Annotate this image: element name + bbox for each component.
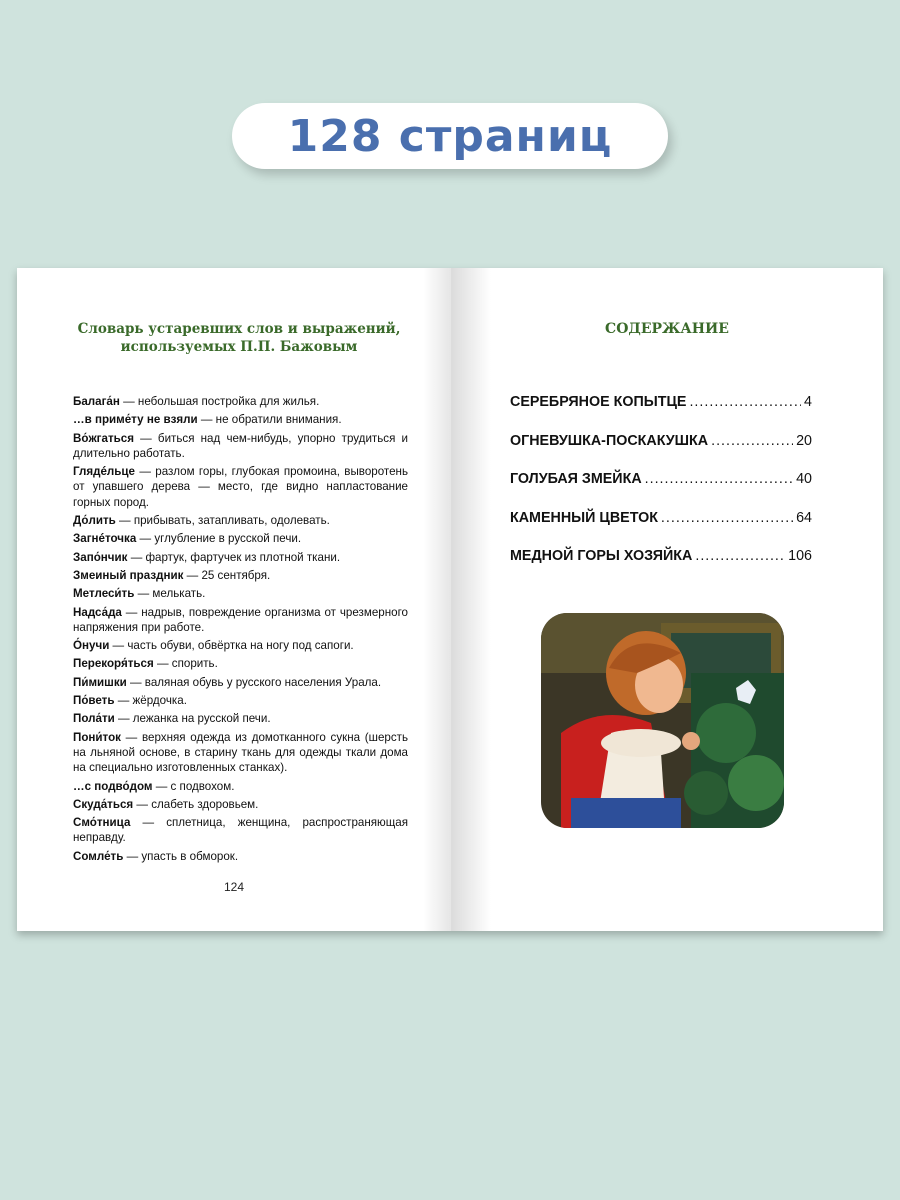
contents-item-page: 20 [796,432,812,449]
glossary-term: Сомле́ть [73,849,124,863]
glossary-entry [73,586,408,601]
glossary-entry [73,568,408,583]
contents-item-page: 106 [788,548,812,564]
glossary-definition: — прибывать, затапливать, одолевать. [115,514,330,528]
contents-leader-dots [695,548,785,564]
contents-item-page: 4 [804,394,812,410]
left-page [17,268,451,931]
glossary-entry [73,638,408,653]
glossary-entry [73,550,408,565]
glossary-term: Скуда́ться [73,797,134,811]
contents-item-title: ОГНЕВУШКА-ПОСКАКУШКА [510,432,709,449]
contents-leader-dots [711,433,793,449]
open-book [17,268,883,931]
glossary-definition: — углубление в русской печи. [136,532,302,546]
glossary-definition: — часть обуви, обвёртка на ногу под сапоги. [109,639,354,653]
glossary-term: …в приме́ту не взяли [73,413,198,427]
glossary-term: Надса́да [73,605,122,619]
glossary-definition: — с подвохом. [152,779,235,793]
page-count-banner [232,103,668,169]
glossary-entry [73,513,408,528]
glossary-term: До́лить [73,514,116,528]
glossary-term: Во́жгаться [73,431,134,445]
contents-item-page: 64 [796,509,812,526]
glossary-entry [73,711,408,726]
glossary-title [57,320,421,356]
glossary-term: Балага́н [73,395,120,408]
page-count-label: 128 страниц [287,110,613,162]
glossary-definition: — валяная обувь у русского населения Урала. [126,675,382,689]
gutter-shadow-right [451,268,491,931]
glossary-definition: — верхняя одежда из домотканного сукна (шерсть на льняной основе, в старину ткань для одежды ткали дома на специально изготовленных станках). [73,730,408,775]
contents-item-title: МЕДНОЙ ГОРЫ ХОЗЯЙКА [510,548,693,564]
glossary-title-line2: используемых П.П. Бажовым [120,339,358,355]
glossary-definition: — слабеть здоровьем. [133,797,259,811]
right-page [451,268,883,931]
glossary-definition: — мелькать. [134,587,206,601]
contents-leader-dots [689,394,801,410]
glossary-term: О́нучи [73,639,110,653]
glossary-entry [73,797,408,812]
glossary-term: Метлеси́ть [73,587,135,601]
glossary-definition: — небольшая постройка для жилья. [119,395,320,408]
contents-item-title: КАМЕННЫЙ ЦВЕТОК [510,509,658,526]
glossary-term: Запо́нчик [73,550,128,564]
contents-title: СОДЕРЖАНИЕ [605,321,729,337]
glossary-term: По́веть [73,694,115,708]
glossary-entry [73,849,408,864]
contents-item [510,394,812,433]
glossary-term: Пола́ти [73,712,115,726]
glossary-term: Перекоря́ться [73,657,154,671]
page-number: 124 [223,880,245,894]
contents-item-title: ГОЛУБАЯ ЗМЕЙКА [510,471,642,487]
glossary-term: Пони́ток [73,730,121,744]
contents-item-page: 40 [796,471,812,487]
glossary-entry [73,605,408,636]
glossary-entry [73,730,408,776]
glossary-definition: — лежанка на русской печи. [114,712,271,726]
glossary-term: Смо́тница [73,816,131,830]
gutter-shadow-left [423,268,451,931]
contents-leader-dots [645,471,793,487]
glossary-list [73,394,408,867]
contents-item [510,433,812,472]
glossary-definition: — не обратили внимания. [197,413,342,427]
contents-item [510,548,812,587]
glossary-entry [73,412,408,427]
glossary-definition: — фартук, фартучек из плотной ткани. [127,550,341,564]
glossary-term: …с подво́дом [73,779,153,793]
glossary-definition: — спорить. [153,657,218,671]
glossary-entry [73,431,408,462]
contents-leader-dots [661,510,793,526]
glossary-definition: — упасть в обморок. [123,849,239,863]
glossary-term: Пи́мишки [73,675,127,689]
glossary-entry [73,779,408,794]
glossary-definition: — разлом горы, глубокая промоина, выворотень от упавшего дерева — место, где видно напластование горных пород. [73,465,408,509]
glossary-definition: — 25 сентября. [183,568,271,582]
glossary-entry [73,394,408,409]
glossary-definition: — надрыв, повреждение организма от чрезмерного напряжения при работе. [73,605,408,634]
glossary-title-line1: Словарь устаревших слов и выражений, [77,321,401,337]
contents-item [510,510,812,549]
glossary-entry [73,531,408,546]
illustration [541,613,784,828]
boy-with-stone-flower-illustration [541,613,784,828]
glossary-entry [73,464,408,510]
glossary-entry [73,675,408,690]
glossary-entry [73,815,408,846]
contents-list [510,394,812,587]
glossary-term: Загнéточка [73,532,137,546]
contents-item-title: СЕРЕБРЯНОЕ КОПЫТЦЕ [510,394,687,410]
glossary-term: Змеиный праздник [73,568,184,582]
contents-item [510,471,812,510]
glossary-definition: — биться над чем-нибудь, упорно трудиться и длительно работать. [73,431,408,460]
glossary-definition: — сплетница, женщина, распространяющая неправду. [73,816,408,845]
glossary-entry [73,656,408,671]
glossary-term: Глядéльце [73,465,135,479]
glossary-entry [73,693,408,708]
glossary-definition: — жёрдочка. [114,694,187,708]
